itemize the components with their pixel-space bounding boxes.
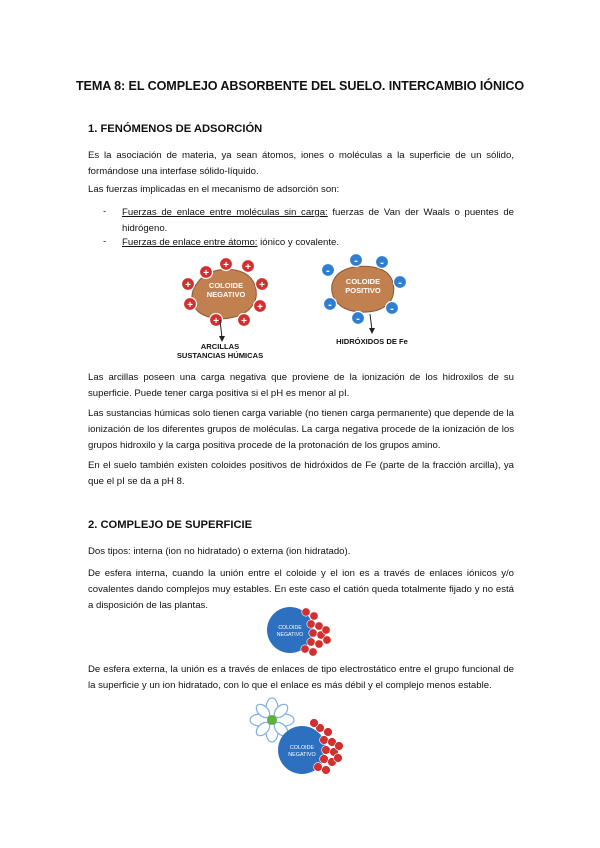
- svg-text:-: -: [390, 303, 394, 315]
- section-1-heading: 1. FENÓMENOS DE ADSORCIÓN: [88, 123, 263, 135]
- svg-text:+: +: [223, 260, 229, 271]
- colloid-label: COLOIDE: [345, 277, 381, 286]
- svg-text:+: +: [257, 302, 263, 313]
- section-2-paragraph-1: Dos tipos: interna (ion no hidratado) o externa (ion hidratado).: [88, 546, 351, 557]
- colloid-label: NEGATIVO: [206, 290, 246, 299]
- svg-text:COLOIDE: COLOIDE: [278, 625, 302, 631]
- bullet-item-1: [122, 205, 514, 237]
- inner-sphere-figure: [264, 602, 344, 658]
- bullet-dash: -: [103, 236, 107, 247]
- colloid-label: POSITIVO: [345, 286, 381, 295]
- svg-text:+: +: [259, 280, 265, 291]
- bullet-text: fuerzas de Van der Waals o puentes de hidrógeno.: [122, 207, 514, 234]
- colloid-label: COLOIDE: [208, 281, 244, 290]
- section-2-heading: 2. COMPLEJO DE SUPERFICIE: [88, 519, 253, 531]
- svg-text:-: -: [398, 277, 402, 289]
- bullet-term: Fuerzas de enlace entre átomo:: [122, 237, 258, 248]
- svg-text:+: +: [187, 300, 193, 311]
- bullet-text: iónico y covalente.: [257, 237, 340, 248]
- section-1-paragraph-4: Las sustancias húmicas solo tienen carga variable (no tienen carga permanente) que depende de la ionización de los diferentes grupos de moléculas. La carga negativa procede de la ionización de los grupos hidroxilo y la carga positiva procede de la protonación de los grupos amino.: [88, 408, 514, 451]
- svg-text:-: -: [356, 313, 360, 325]
- page-title: TEMA 8: EL COMPLEJO ABSORBENTE DEL SUELO. INTERCAMBIO IÓNICO: [75, 79, 525, 93]
- svg-text:COLOIDE: COLOIDE: [289, 745, 315, 751]
- svg-text:-: -: [354, 255, 358, 267]
- section-1-paragraph-2: Las fuerzas implicadas en el mecanismo de adsorción son:: [88, 184, 340, 195]
- svg-text:NEGATIVO: NEGATIVO: [276, 632, 304, 638]
- figure-label-humicas: SUSTANCIAS HÚMICAS: [176, 351, 264, 360]
- cation-core: [267, 715, 277, 725]
- section-1-paragraph-1: Es la asociación de materia, ya sean átomos, iones o moléculas a la superficie de un sólido, formándose una interfase sólido-líquido.: [88, 150, 514, 177]
- section-1-paragraph-5: En el suelo también existen coloides positivos de hidróxidos de Fe (parte de la fracción arcilla), ya que el pI se da a pH 8.: [88, 460, 514, 487]
- svg-text:-: -: [380, 257, 384, 269]
- svg-text:-: -: [328, 299, 332, 311]
- bullet-dash: -: [103, 206, 107, 217]
- bullet-item-2: [122, 235, 514, 251]
- positive-colloid: [332, 266, 394, 312]
- svg-text:NEGATIVO: NEGATIVO: [288, 752, 316, 758]
- section-1-paragraph-3: Las arcillas poseen una carga negativa que proviene de la ionización de los hidroxilos de su superficie. Puede tener carga positiva si el pH es menor al pI.: [88, 372, 514, 399]
- svg-text:+: +: [213, 316, 219, 327]
- svg-text:-: -: [326, 265, 330, 277]
- outer-sphere-figure: [244, 696, 354, 778]
- section-2-paragraph-2: De esfera interna, cuando la unión entre el coloide y el ion es a través de enlaces iónicos y/o covalentes dando complejos muy estables. En este caso el catión queda totalmente fijado y no está a disposición de las plantas.: [88, 568, 514, 611]
- svg-text:+: +: [241, 316, 247, 327]
- section-2-paragraph-3: De esfera externa, la unión es a través de enlaces de tipo electrostático entre el grupo funcional de la superficie y un ion hidratado, con lo que el enlace es más débil y el complejo menos estable.: [88, 664, 514, 691]
- bullet-term: Fuerzas de enlace entre moléculas sin carga:: [122, 207, 328, 218]
- svg-text:+: +: [203, 268, 209, 279]
- svg-text:+: +: [245, 262, 251, 273]
- figure-label-arcillas: ARCILLAS: [200, 342, 240, 351]
- svg-text:+: +: [185, 280, 191, 291]
- pointer-arrow: [370, 314, 372, 330]
- figure-label-hidroxidos: HIDRÓXIDOS DE Fe: [336, 337, 408, 346]
